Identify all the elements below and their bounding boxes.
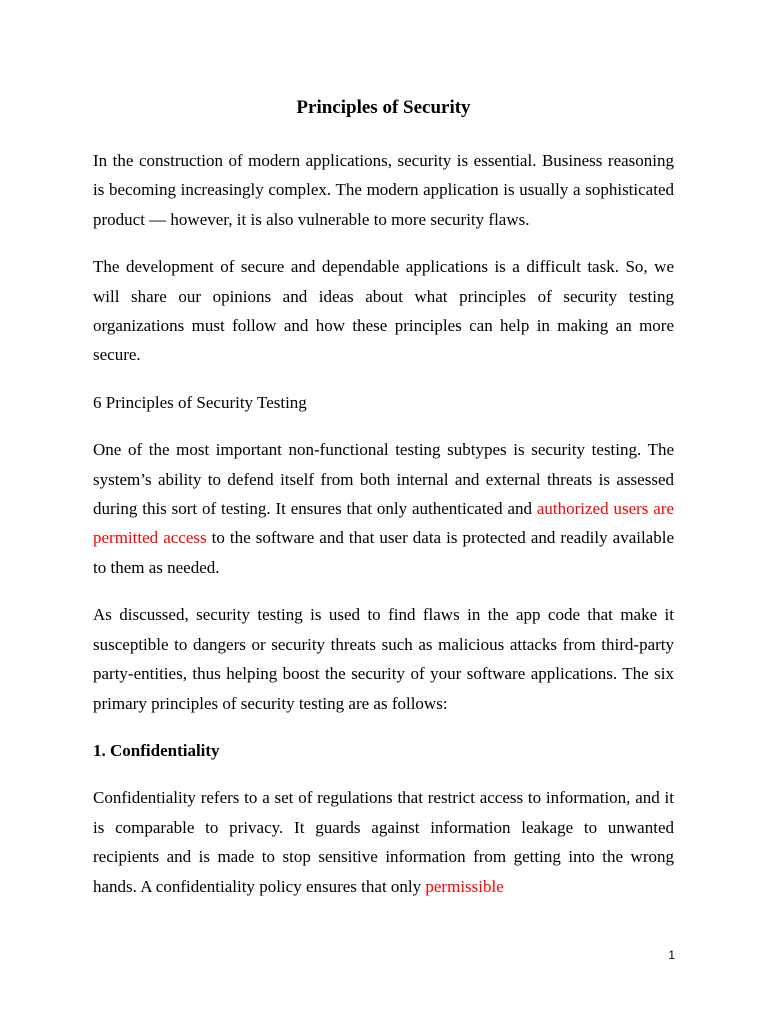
highlighted-link-text[interactable]: permissible <box>425 876 504 896</box>
security-testing-paragraph <box>93 435 674 582</box>
page-title: Principles of Security <box>296 97 471 118</box>
highlighted-link-text[interactable]: authorized users are permitted access <box>93 499 675 548</box>
paragraph-text: One of the most important non-functional testing subtypes is security testing. The system’s ability to defend itself from both internal and external threats is assessed during this sort of testing. It ensures that only authenticated and <box>93 440 674 519</box>
paragraph-text: Confidentiality refers to a set of regulations that restrict access to information, and it is comparable to privacy. It guards against information leakage to unwanted recipients and is made to stop sensitive information from getting into the wrong hands. A confidentiality policy ensures that only <box>93 788 674 896</box>
development-paragraph: The development of secure and dependable applications is a difficult task. So, we will share our opinions and ideas about what principles of security testing organizations must follow and how these principles can help in making an more secure. <box>93 257 674 365</box>
section-subheading: 6 Principles of Security Testing <box>93 392 307 412</box>
intro-paragraph: In the construction of modern applications, security is essential. Business reasoning is becoming increasingly complex. The modern application is usually a sophisticated product — however, it is also vulnerable to more security flaws. <box>93 151 674 229</box>
paragraph-text: to the software and that user data is protected and readily available to them as needed. <box>93 528 674 577</box>
confidentiality-paragraph <box>93 783 674 901</box>
page-number: 1 <box>668 948 675 962</box>
document-body <box>93 96 674 919</box>
confidentiality-heading: 1. Confidentiality <box>93 740 220 760</box>
discussion-paragraph: As discussed, security testing is used to find flaws in the app code that make it susceptible to dangers or security threats such as malicious attacks from third-party party-entities, thus helping boost the security of your software applications. The six primary principles of security testing are as follows: <box>93 605 674 713</box>
